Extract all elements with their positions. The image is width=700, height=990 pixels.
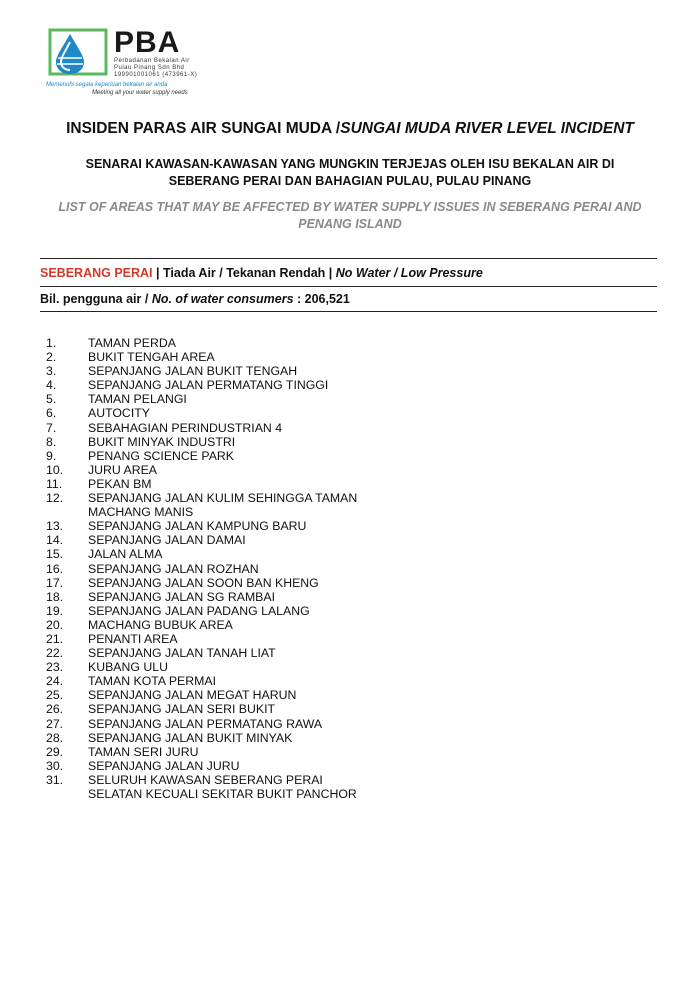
list-item-area: PENANG SCIENCE PARK [88,448,235,463]
list-item [46,547,358,561]
list-item-area: SEPANJANG JALAN SERI BUKIT [88,702,276,717]
list-item-number: 16. [46,561,64,576]
list-item-number: 22. [46,646,64,661]
list-item [46,646,358,660]
affected-areas-list [46,336,358,801]
list-item [46,702,358,716]
list-item-number: 11. [46,476,63,491]
list-item [46,759,358,773]
status-english: No Water / Low Pressure [335,266,483,280]
list-item-number: 19. [46,603,64,618]
list-item-number: 7. [46,420,57,435]
list-item-area: JURU AREA [88,462,158,477]
list-item-number: 10. [46,462,64,477]
list-item-number: 18. [46,589,64,604]
consumer-count-value: : 206,521 [293,292,350,306]
list-item-area: PENANTI AREA [88,631,178,646]
list-item-number: 23. [46,660,64,675]
list-item [46,717,358,731]
list-item-area: SEPANJANG JALAN ROZHAN [88,561,259,576]
list-item-number: 5. [46,392,57,407]
list-item-area: TAMAN SERI JURU [88,744,199,759]
list-item-number: 25. [46,688,64,703]
list-item-area: JALAN ALMA [88,547,163,562]
list-item-area: SEPANJANG JALAN PERMATANG TINGGI [88,378,329,393]
list-item-area: SEPANJANG JALAN KAMPUNG BARU [88,519,307,534]
list-item-area: KUBANG ULU [88,660,168,675]
divider [40,258,657,259]
list-item [46,519,358,533]
consumer-count: Bil. pengguna air / No. of water consumers : 206,521 [40,292,350,306]
list-item [46,350,358,364]
list-item-number: 20. [46,617,64,632]
list-item [46,632,358,646]
list-item [46,731,358,745]
list-item [46,590,358,604]
logo-tagline-en: Meeting all your water supply needs [92,90,188,96]
list-item-area: SEPANJANG JALAN PERMATANG RAWA [88,716,323,731]
list-item-number: 4. [46,378,57,393]
section-header: SEBERANG PERAI | Tiada Air / Tekanan Rendah | No Water / Low Pressure [40,266,483,280]
list-item-number: 28. [46,730,64,745]
list-item-area: SEPANJANG JALAN TANAH LIAT [88,646,276,661]
list-item [46,336,358,350]
list-item-number: 26. [46,702,64,717]
list-item-number: 1. [46,336,57,350]
logo-tagline-my: Memenuhi segala keperluan bekalan air anda [46,82,168,88]
list-item-area: TAMAN PELANGI [88,392,187,407]
list-item-area: PEKAN BM [88,476,152,491]
list-item-area: MACHANG BUBUK AREA [88,617,233,632]
list-item [46,435,358,449]
list-item [46,533,358,547]
list-item [46,364,358,378]
subtitle-english: LIST OF AREAS THAT MAY BE AFFECTED BY WATER SUPPLY ISSUES IN SEBERANG PERAI AND PENANG ISLAND [58,200,642,231]
list-item [46,688,358,702]
list-item-area: SEPANJANG JALAN SOON BAN KHENG [88,575,319,590]
divider [40,311,657,312]
list-item-number: 6. [46,406,57,421]
list-item-number: 17. [46,575,64,590]
list-item [46,421,358,435]
list-item-number: 31. [46,772,64,787]
list-item-area: SEPANJANG JALAN BUKIT TENGAH [88,364,298,379]
list-item-area: SEPANJANG JALAN BUKIT MINYAK [88,730,293,745]
list-item-number: 14. [46,533,64,548]
list-item [46,463,358,477]
list-item-area: BUKIT TENGAH AREA [88,350,215,365]
list-item [46,562,358,576]
list-item-area: SEPANJANG JALAN JURU [88,758,240,773]
list-item [46,477,358,491]
region-name: SEBERANG PERAI [40,266,153,280]
list-item [46,618,358,632]
list-item-area: TAMAN KOTA PERMAI [88,674,216,689]
list-item [46,745,358,759]
list-item [46,674,358,688]
list-item-area: SEPANJANG JALAN MEGAT HARUN [88,688,297,703]
list-item [46,491,358,519]
list-item-area: AUTOCITY [88,406,150,421]
list-item-number: 15. [46,547,64,562]
list-item-number: 13. [46,519,64,534]
list-item-area: BUKIT MINYAK INDUSTRI [88,434,236,449]
list-item-number: 30. [46,758,64,773]
list-item-area: SEPANJANG JALAN PADANG LALANG [88,603,310,618]
list-item-area: SELURUH KAWASAN SEBERANG PERAI SELATAN KECUALI SEKITAR BUKIT PANCHOR [88,772,357,801]
list-item [46,378,358,392]
document-title: INSIDEN PARAS AIR SUNGAI MUDA /SUNGAI MUDA RIVER LEVEL INCIDENT [66,120,634,137]
list-item-area: SEPANJANG JALAN DAMAI [88,533,246,548]
list-item [46,773,358,801]
logo-brand: PBA [114,26,181,59]
list-item-number: 29. [46,744,64,759]
list-item-area: SEPANJANG JALAN KULIM SEHINGGA TAMAN MACHANG MANIS [88,491,358,520]
list-item-area: SEPANJANG JALAN SG RAMBAI [88,589,276,604]
list-item [46,576,358,590]
list-item [46,392,358,406]
list-item-number: 12. [46,491,64,506]
water-drop-logo-icon [48,28,108,76]
pba-logo [40,24,240,102]
list-item-number: 21. [46,631,64,646]
divider [40,286,657,287]
logo-company: Perbadanan Bekalan Air Pulau Pinang Sdn Bhd 199901001061 (473961-X) [114,58,198,78]
list-item-area: TAMAN PERDA [88,336,176,350]
list-item [46,660,358,674]
list-item-number: 2. [46,350,57,365]
list-item-number: 8. [46,434,57,449]
list-item-number: 9. [46,448,57,463]
list-item-number: 24. [46,674,64,689]
list-item-number: 3. [46,364,57,379]
list-item [46,604,358,618]
status-malay: Tiada Air / Tekanan Rendah [162,266,326,280]
list-item [46,449,358,463]
list-item-number: 27. [46,716,64,731]
subtitle-malay: SENARAI KAWASAN-KAWASAN YANG MUNGKIN TERJEJAS OLEH ISU BEKALAN AIR DI SEBERANG PERAI DAN BAHAGIAN PULAU, PULAU PINANG [85,157,615,188]
list-item-area: SEBAHAGIAN PERINDUSTRIAN 4 [88,420,283,435]
list-item [46,406,358,420]
